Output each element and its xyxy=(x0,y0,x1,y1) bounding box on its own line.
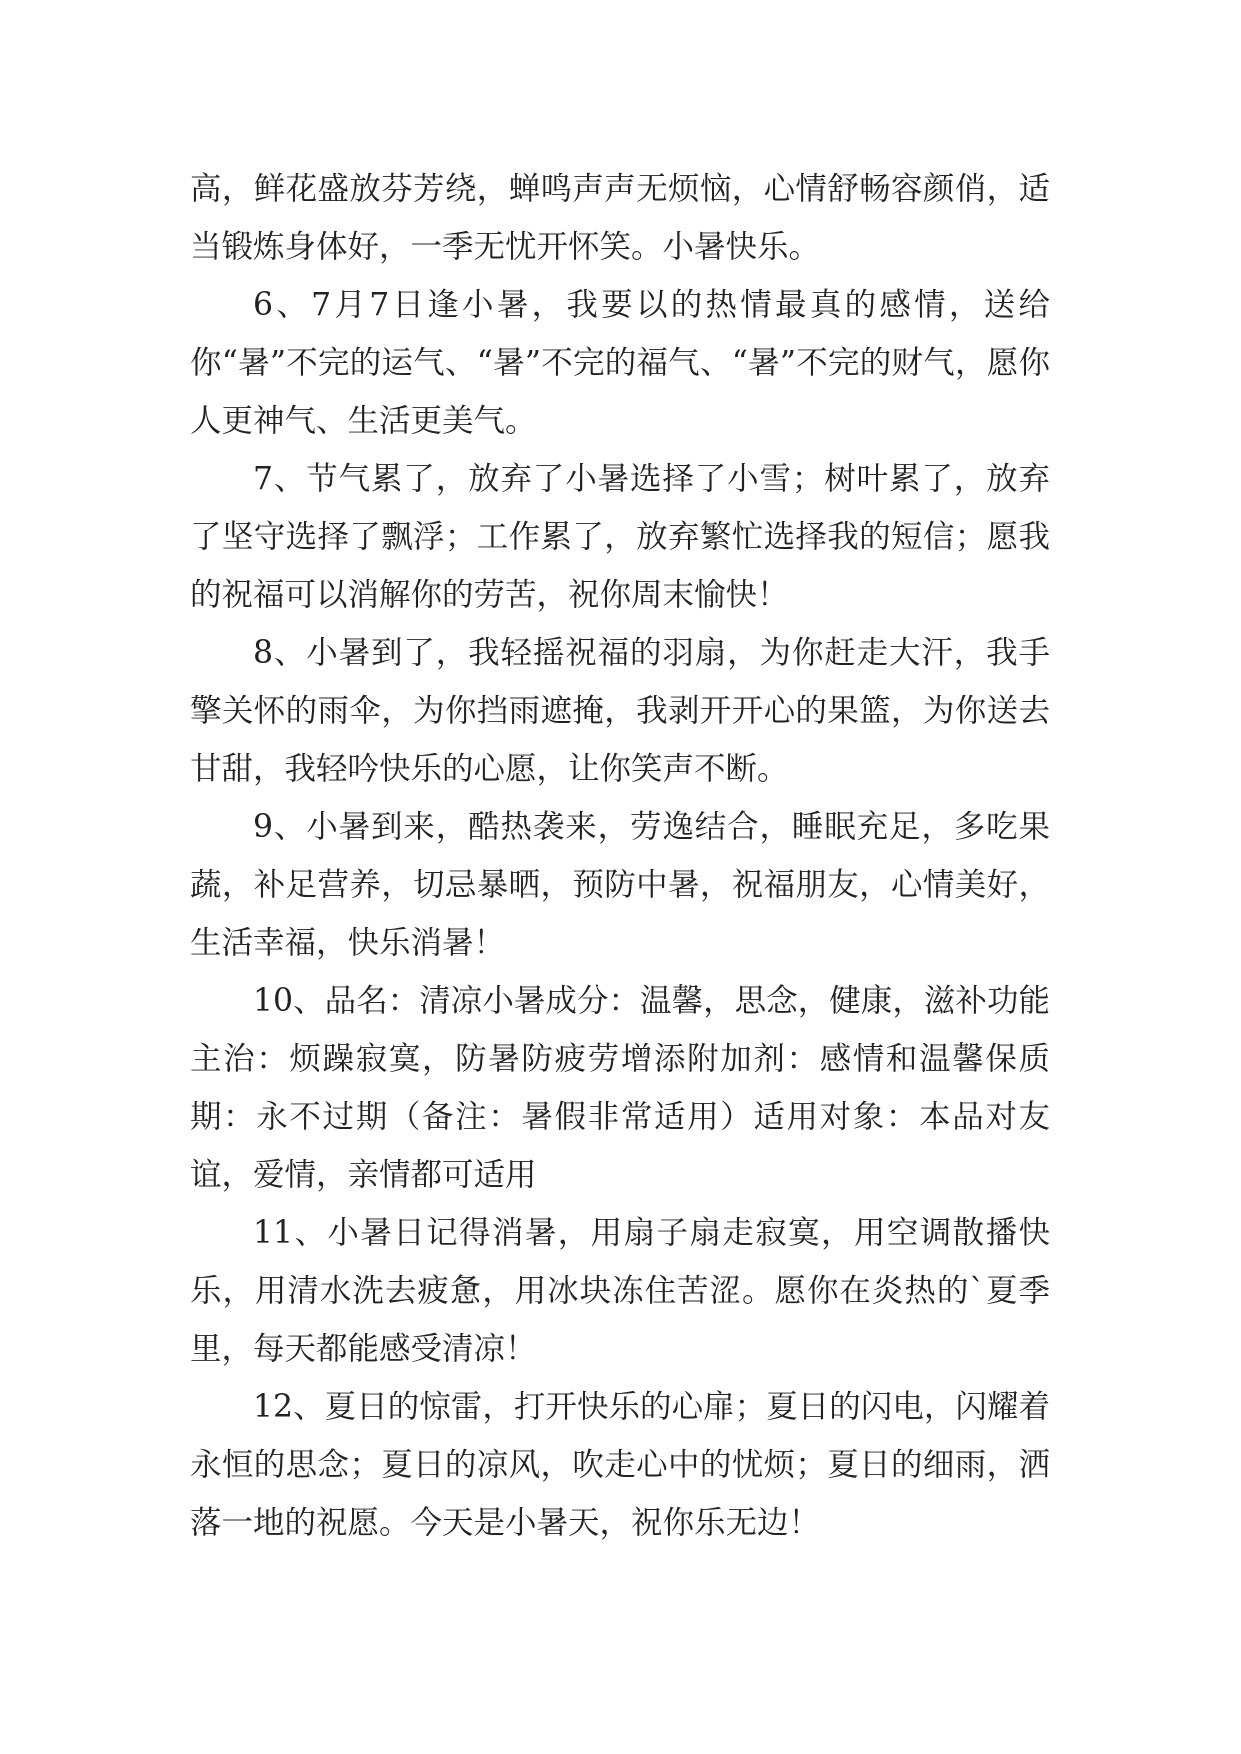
paragraph-item-12: 12、夏日的惊雷，打开快乐的心扉；夏日的闪电，闪耀着永恒的思念；夏日的凉风，吹走心中的忧烦；夏日的细雨，洒落一地的祝愿。今天是小暑天，祝你乐无边！ xyxy=(190,1389,1050,1541)
paragraph-item-7: 7、节气累了，放弃了小暑选择了小雪；树叶累了，放弃了坚守选择了飘浮；工作累了，放弃繁忙选择我的短信；愿我的祝福可以消解你的劳苦，祝你周末愉快！ xyxy=(190,461,1050,613)
paragraph-item-10: 10、品名：清凉小暑成分：温馨，思念，健康，滋补功能主治：烦躁寂寞，防暑防疲劳增添附加剂：感情和温馨保质期：永不过期（备注：暑假非常适用）适用对象：本品对友谊，爱情，亲情都可适用 xyxy=(190,983,1050,1193)
document-body xyxy=(190,160,1050,1552)
paragraph-item-6: 6、7月7日逢小暑，我要以的热情最真的感情，送给你“暑”不完的运气、“暑”不完的福气、“暑”不完的财气，愿你人更神气、生活更美气。 xyxy=(190,287,1050,439)
paragraph-item-11: 11、小暑日记得消暑，用扇子扇走寂寞，用空调散播快乐，用清水洗去疲惫，用冰块冻住苦涩。愿你在炎热的`夏季里，每天都能感受清凉！ xyxy=(190,1215,1050,1367)
paragraph-item-8: 8、小暑到了，我轻摇祝福的羽扇，为你赶走大汗，我手擎关怀的雨伞，为你挡雨遮掩，我剥开开心的果篮，为你送去甘甜，我轻吟快乐的心愿，让你笑声不断。 xyxy=(190,635,1050,787)
paragraph-continuation: 高，鲜花盛放芬芳绕，蝉鸣声声无烦恼，心情舒畅容颜俏，适当锻炼身体好，一季无忧开怀笑。小暑快乐。 xyxy=(190,171,1050,265)
paragraph-item-9: 9、小暑到来，酷热袭来，劳逸结合，睡眠充足，多吃果蔬，补足营养，切忌暴晒，预防中暑，祝福朋友，心情美好，生活幸福，快乐消暑！ xyxy=(190,809,1050,961)
